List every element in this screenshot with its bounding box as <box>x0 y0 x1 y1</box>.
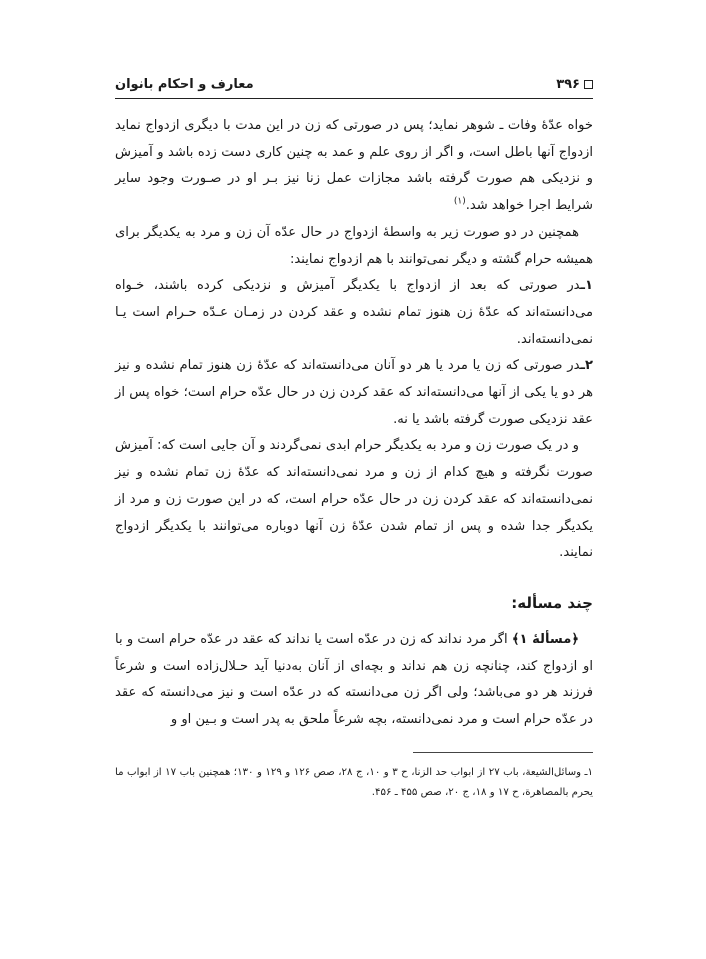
item-number: ۲ـ <box>580 358 593 374</box>
masale-label: ﴿مسألهٔ ۱﴾ <box>511 631 579 647</box>
page-number-block <box>556 77 593 92</box>
footnote-divider <box>413 752 593 753</box>
running-header <box>115 70 593 99</box>
paragraph <box>115 113 593 220</box>
masale-paragraph <box>115 627 593 734</box>
item-number: ۱ـ <box>580 278 593 294</box>
section-title: چند مسأله: <box>511 593 593 612</box>
paragraph-text: و در یک صورت زن و مرد به یکدیگر حرام ابدی نمی‌گردند و آن جایی است که: آمیزش صورت نگرفته و هیچ کدام از زن و مرد نمی‌دانسته‌اند که عدّهٔ زن تمام نشده و نیز نمی‌دانسته‌اند که عقد کردن زن در حال عدّه حرام است، که در این صورت زن و مرد از یکدیگر جدا شده و پس از تمام شدن عدّهٔ زن آنها دوباره می‌توانند با یکدیگر ازدواج نمایند. <box>115 438 593 561</box>
numbered-paragraph <box>115 273 593 353</box>
footnote-ref: (۱) <box>453 196 466 207</box>
paragraph-text: همچنین در دو صورت زیر به واسطهٔ ازدواج در حال عدّه آن زن و مرد به یکدیگر برای همیشه حرام گشته و دیگر نمی‌توانند با هم ازدواج نمایند: <box>115 224 593 267</box>
footnote: ۱ـ وسائل‌الشیعة، باب ۲۷ از ابواب حد الزنا، ح ۳ و ۱۰، ج ۲۸، صص ۱۲۶ و ۱۲۹ و ۱۳۰؛ همچنین باب ۱۷ از ابواب ما یحرم بالمصاهرة، ح ۱۷ و ۱۸، ج ۲۰، صص ۴۵۵ ـ ۴۵۶. <box>115 766 594 798</box>
page-body <box>115 113 593 734</box>
book-title: معارف و احکام بانوان <box>115 76 254 92</box>
paragraph-text: خواه عدّهٔ وفات ـ شوهر نماید؛ پس در صورتی که زن در این مدت با دیگری ازدواج نماید ازدواج آنها باطل است، و اگر از روی علم و عمد به چنین کاری دست زده باشد و آمیزش و نزدیکی هم صورت گرفته باشد مجازات عمل زنا نیز بـر او در صـورت وجود سایر شرایط اجرا خواهد شد. <box>115 118 593 214</box>
paragraph <box>115 220 593 273</box>
paragraph-text: در صورتی که زن یا مرد یا هر دو آنان می‌دانسته‌اند که عدّهٔ زن هنوز تمام نشده و نیز هر دو یا یکی از آنها می‌دانسته‌اند که عقد کردن زن در حال عدّه حرام است؛ خواه پس از عقد نزدیکی صورت گرفته باشد یا نه. <box>115 358 593 427</box>
page-number: ۳۹۶ <box>556 76 580 92</box>
numbered-paragraph <box>115 353 593 433</box>
paragraph <box>115 433 593 567</box>
document-page <box>115 70 593 930</box>
paragraph-text: در صورتی که بعد از ازدواج با یکدیگر آمیزش و نزدیکی کرده باشند، خـواه می‌دانسته‌اند که عدّهٔ زن هنوز تمام نشده و عقد کردن در زمـان عـدّه حـرام است یـا نمی‌دانسته‌اند. <box>115 278 593 347</box>
footnotes <box>115 763 593 803</box>
masale-text: اگر مرد نداند که زن در عدّه است یا نداند که عقد در عدّه حرام است و با او ازدواج کند، چنانچه زن هم نداند و بچه‌ای از آنان به‌دنیا آید حـلال‌زاده است و شرعاً فرزند هر دو می‌باشد؛ ولی اگر زن می‌دانسته که در عدّه است و نیز می‌دانسته که عقد در عدّه حرام است و مرد نمی‌دانسته، بچه شرعاً ملحق به پدر است و بـین او و <box>115 631 593 728</box>
square-icon <box>584 80 593 89</box>
